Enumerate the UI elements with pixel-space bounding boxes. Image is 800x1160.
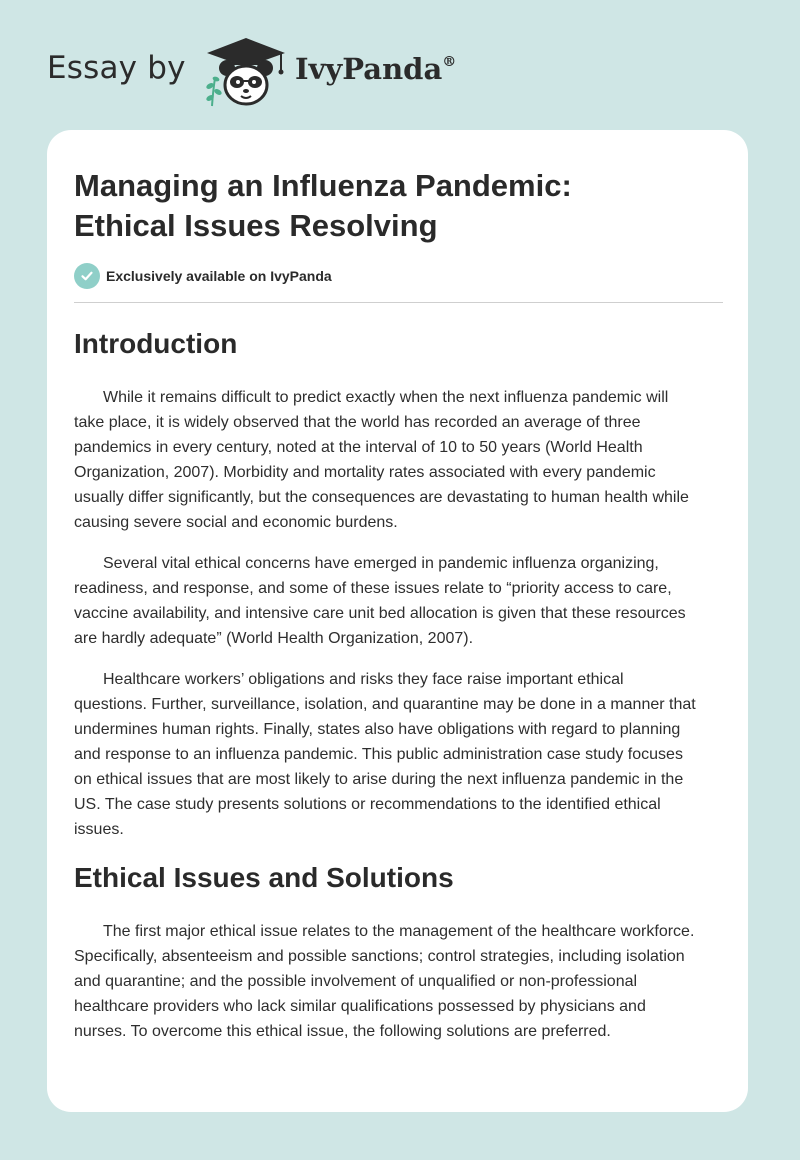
paragraph-line: healthcare providers who lack similar qualifications possessed by physicians and bbox=[74, 998, 646, 1015]
brand-name-text: IvyPanda bbox=[295, 52, 443, 86]
exclusive-badge bbox=[74, 263, 332, 289]
title-line: Ethical Issues Resolving bbox=[74, 208, 438, 243]
paragraph-line: While it remains difficult to predict exactly when the next influenza pandemic will bbox=[103, 389, 669, 406]
paragraph-line: usually differ significantly, but the consequences are devastating to human health while bbox=[74, 489, 689, 506]
paragraph-line: US. The case study presents solutions or recommendations to the identified ethical bbox=[74, 796, 661, 813]
essay-by-label: Essay by bbox=[47, 50, 186, 86]
essay-card bbox=[47, 130, 748, 1112]
registered-mark: ® bbox=[442, 54, 457, 70]
paragraph-line: causing severe social and economic burdens. bbox=[74, 514, 398, 531]
paragraph-line: nurses. To overcome this ethical issue, the following solutions are preferred. bbox=[74, 1023, 611, 1040]
section-heading-introduction: Introduction bbox=[74, 328, 238, 359]
title-line: Managing an Influenza Pandemic: bbox=[74, 168, 572, 203]
paragraph-line: Several vital ethical concerns have emerged in pandemic influenza organizing, bbox=[103, 555, 659, 572]
paragraph-line: readiness, and response, and some of these issues relate to “priority access to care, bbox=[74, 580, 672, 597]
section-heading-ethical-issues: Ethical Issues and Solutions bbox=[74, 862, 454, 893]
paragraph-line: questions. Further, surveillance, isolation, and quarantine may be done in a manner that bbox=[74, 696, 696, 713]
paragraph-line: pandemics in every century, noted at the interval of 10 to 50 years (World Health bbox=[74, 439, 643, 456]
paragraph-line: on ethical issues that are most likely to arise during the next influenza pandemic in the bbox=[74, 771, 684, 788]
paragraph-line: undermines human rights. Finally, states also have obligations with regard to planning bbox=[74, 721, 681, 738]
paragraph-line: take place, it is widely observed that the world has recorded an average of three bbox=[74, 414, 641, 431]
paragraph-line: The first major ethical issue relates to the management of the healthcare workforce. bbox=[103, 923, 695, 940]
paragraph-line: issues. bbox=[74, 821, 124, 838]
paragraph bbox=[74, 385, 724, 535]
panda-graduate-icon bbox=[203, 36, 289, 108]
paragraph-line: Healthcare workers’ obligations and risks they face raise important ethical bbox=[103, 671, 624, 688]
exclusive-label: Exclusively available on IvyPanda bbox=[106, 268, 332, 284]
paragraph-line: vaccine availability, and intensive care unit bed allocation is given that these resources bbox=[74, 605, 686, 622]
paragraph bbox=[74, 919, 724, 1044]
paragraph-line: and response to an influenza pandemic. This public administration case study focuses bbox=[74, 746, 683, 763]
paragraph-line: and quarantine; and the possible involvement of unqualified or non-professional bbox=[74, 973, 638, 990]
paragraph-line: Organization, 2007). Morbidity and mortality rates associated with every pandemic bbox=[74, 464, 656, 481]
divider bbox=[74, 302, 723, 303]
paragraph bbox=[74, 551, 724, 651]
check-circle-icon bbox=[74, 263, 100, 289]
paragraph bbox=[74, 667, 724, 842]
page-title bbox=[74, 166, 724, 246]
site-header bbox=[47, 36, 547, 108]
paragraph-line: are hardly adequate” (World Health Organization, 2007). bbox=[74, 630, 474, 647]
brand-name[interactable] bbox=[295, 52, 456, 86]
paragraph-line: Specifically, absenteeism and possible sanctions; control strategies, including isolation bbox=[74, 948, 685, 965]
